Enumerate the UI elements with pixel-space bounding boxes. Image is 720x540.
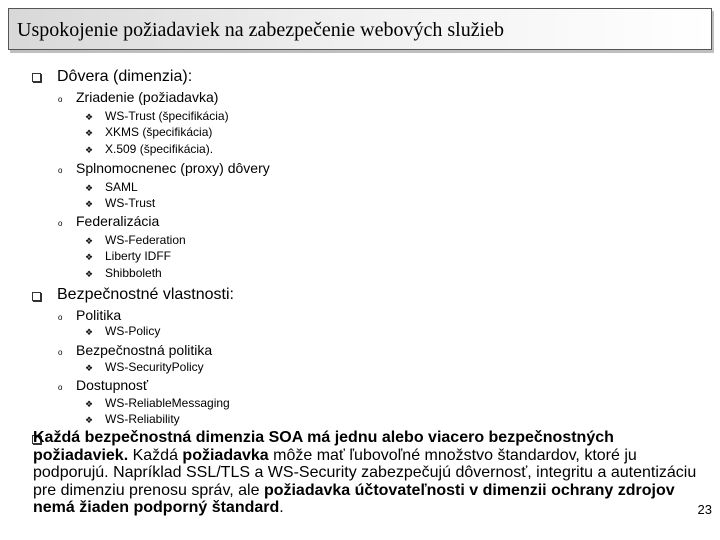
section-heading: Bezpečnostné vlastnosti:: [57, 286, 234, 303]
page-number: 23: [697, 502, 712, 517]
diamond-bullet-icon: ❖: [85, 269, 94, 279]
circle-bullet-icon: o: [58, 348, 63, 357]
list-item: WS-Trust (špecifikácia): [105, 109, 229, 123]
sub-label: Politika: [76, 307, 122, 323]
closing-bold-2: požiadavka: [182, 446, 269, 464]
diamond-bullet-icon: ❖: [85, 128, 94, 138]
diamond-bullet-icon: ❖: [85, 363, 94, 373]
closing-text-2: môže mať ľubovoľné množstvo štandardov, ktoré ju podporujú. Napríklad SSL/TLS a WS-Security zabezpečujú dôvernosť, integritu a autentizáciu pre dimenziu prenosu správ, ale: [33, 446, 697, 499]
list-item: WS-SecurityPolicy: [105, 360, 204, 374]
circle-bullet-icon: o: [58, 95, 63, 104]
sub-label: Federalizácia: [76, 213, 160, 229]
closing-bold-3: požiadavka účtovateľnosti v dimenzii ochrany zdrojov nemá žiaden podporný štandard: [33, 481, 675, 517]
sub-label: Dostupnosť: [76, 377, 149, 393]
list-item: Shibboleth: [105, 266, 162, 280]
list-item: Liberty IDFF: [105, 249, 172, 263]
diamond-bullet-icon: ❖: [85, 183, 94, 193]
diamond-bullet-icon: ❖: [85, 145, 94, 155]
list-item: WS-ReliableMessaging: [105, 396, 230, 410]
square-bullet-icon: [32, 73, 41, 82]
circle-bullet-icon: o: [58, 313, 63, 322]
diamond-bullet-icon: ❖: [85, 327, 94, 337]
diamond-bullet-icon: ❖: [85, 112, 94, 122]
page-title: Uspokojenie požiadaviek na zabezpečenie webových služieb: [17, 19, 505, 41]
closing-text-1: Každá: [128, 446, 183, 464]
title-bar: [8, 8, 712, 50]
list-item: X.509 (špecifikácia).: [105, 142, 214, 156]
circle-bullet-icon: o: [58, 166, 63, 175]
circle-bullet-icon: o: [58, 219, 63, 228]
list-item: XKMS (špecifikácia): [105, 125, 213, 139]
diamond-bullet-icon: ❖: [85, 252, 94, 262]
sub-label: Zriadenie (požiadavka): [76, 89, 219, 105]
list-item: WS-Federation: [105, 233, 186, 247]
diamond-bullet-icon: ❖: [85, 199, 94, 209]
square-bullet-icon: [32, 292, 41, 301]
list-item: WS-Reliability: [105, 412, 180, 426]
section-heading: Dôvera (dimenzia):: [57, 68, 193, 85]
closing-paragraph: [33, 429, 713, 517]
diamond-bullet-icon: ❖: [85, 236, 94, 246]
sub-label: Bezpečnostná politika: [76, 342, 213, 358]
list-item: WS-Trust: [105, 196, 156, 210]
circle-bullet-icon: o: [58, 383, 63, 392]
closing-bold-1: Každá bezpečnostná dimenzia SOA má jednu alebo viacero bezpečnostných požiadaviek.: [33, 429, 614, 464]
list-item: SAML: [105, 180, 138, 194]
list-item: WS-Policy: [105, 324, 161, 338]
closing-text-3: .: [279, 499, 284, 517]
diamond-bullet-icon: ❖: [85, 415, 94, 425]
diamond-bullet-icon: ❖: [85, 399, 94, 409]
sub-label: Splnomocnenec (proxy) dôvery: [76, 160, 270, 176]
